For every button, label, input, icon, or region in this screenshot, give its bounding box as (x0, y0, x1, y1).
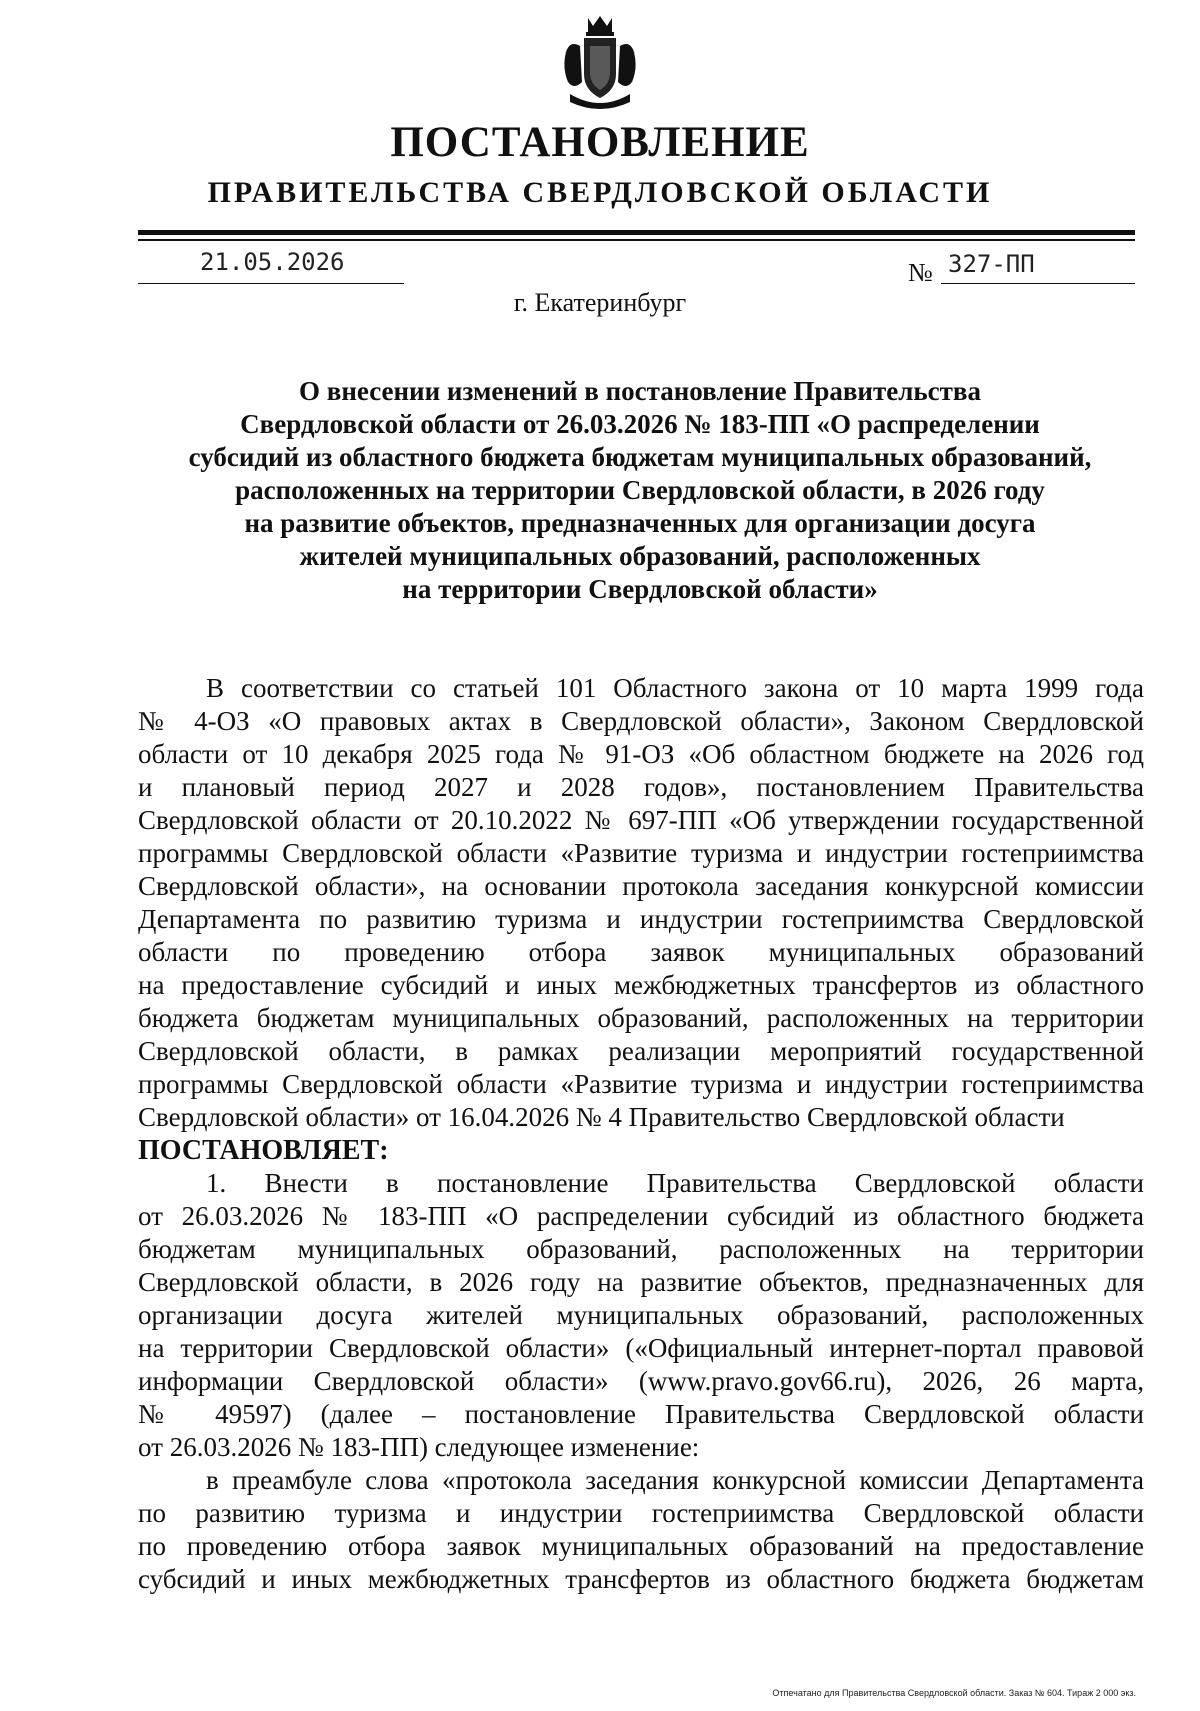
title-line: на территории Свердловской области» (402, 574, 878, 604)
body-line: на территории Свердловской области» («Официальный интернет-портал правовой (138, 1333, 1144, 1363)
body-line: по проведению отбора заявок муниципальных образований на предоставление (138, 1531, 1144, 1561)
body-line: Свердловской области, в рамках реализации мероприятий государственной (138, 1036, 1144, 1066)
body-line: № 49597) (далее – постановление Правительства Свердловской области (138, 1399, 1144, 1429)
body-line: от 26.03.2026 № 183-ПП) следующее изменение: (138, 1432, 700, 1462)
document-title (140, 375, 1140, 606)
header-divider-thin (138, 239, 1135, 241)
title-line: Свердловской области от 26.03.2026 № 183-ПП «О распределении (240, 409, 1040, 439)
title-line: субсидий из областного бюджета бюджетам муниципальных образований, (188, 442, 1092, 472)
body-line: от 26.03.2026 № 183-ПП «О распределении субсидий из областного бюджета (138, 1201, 1144, 1231)
body-line: Свердловской области», на основании протокола заседания конкурсной комиссии (138, 871, 1144, 901)
resolves-heading: ПОСТАНОВЛЯЕТ: (138, 1135, 389, 1166)
body-line: № 4-ОЗ «О правовых актах в Свердловской области», Законом Свердловской (138, 706, 1144, 736)
body-line: Свердловской области от 20.10.2022 № 697-ПП «Об утверждении государственной (138, 805, 1144, 835)
body-line: программы Свердловской области «Развитие туризма и индустрии гостеприимства (138, 838, 1144, 868)
body-line: области от 10 декабря 2025 года № 91-ОЗ «Об областном бюджете на 2026 год (138, 739, 1144, 769)
document-number: 327-ПП (948, 250, 1035, 278)
document-type-heading: ПОСТАНОВЛЕНИЕ (390, 119, 810, 166)
body-line: на предоставление субсидий и иных межбюджетных трансфертов из областного (138, 970, 1144, 1000)
body-line: бюджета бюджетам муниципальных образований, расположенных на территории (138, 1003, 1144, 1033)
body-line: по развитию туризма и индустрии гостеприимства Свердловской области (138, 1498, 1144, 1528)
document-body (138, 672, 1144, 1596)
city-label: г. Екатеринбург (513, 288, 687, 317)
body-line: и плановый период 2027 и 2028 годов», постановлением Правительства (138, 772, 1144, 802)
document-date: 21.05.2026 (200, 248, 345, 276)
header-divider-thick (138, 230, 1135, 235)
body-line: В соответствии со статьей 101 Областного закона от 10 марта 1999 года (206, 673, 1144, 703)
title-line: на развитие объектов, предназначенных для организации досуга (244, 508, 1036, 538)
print-note: Отпечатано для Правительства Свердловской области. Заказ № 604. Тираж 2 000 экз. (772, 1688, 1136, 1698)
body-line: 1. Внести в постановление Правительства Свердловской области (206, 1168, 1144, 1198)
body-line: области по проведению отбора заявок муниципальных образований (138, 937, 1144, 967)
number-sign: № (908, 258, 933, 287)
coat-of-arms-emblem (560, 12, 640, 112)
date-underline (138, 283, 404, 284)
body-line: бюджетам муниципальных образований, расположенных на территории (138, 1234, 1144, 1264)
title-line: О внесении изменений в постановление Правительства (299, 376, 981, 406)
body-line: программы Свердловской области «Развитие туризма и индустрии гостеприимства (138, 1069, 1144, 1099)
body-line: Департамента по развитию туризма и индустрии гостеприимства Свердловской (138, 904, 1144, 934)
issuer-heading: ПРАВИТЕЛЬСТВА СВЕРДЛОВСКОЙ ОБЛАСТИ (207, 176, 993, 209)
body-line: организации досуга жителей муниципальных образований, расположенных (138, 1300, 1144, 1330)
body-line: Свердловской области, в 2026 году на развитие объектов, предназначенных для (138, 1267, 1144, 1297)
title-line: расположенных на территории Свердловской области, в 2026 году (235, 475, 1045, 505)
title-line: жителей муниципальных образований, расположенных (299, 541, 981, 571)
body-line: информации Свердловской области» (www.pravo.gov66.ru), 2026, 26 марта, (138, 1366, 1144, 1396)
number-underline (941, 283, 1135, 284)
body-line: субсидий и иных межбюджетных трансфертов из областного бюджета бюджетам (138, 1564, 1144, 1594)
body-line: в преамбуле слова «протокола заседания конкурсной комиссии Департамента (206, 1465, 1144, 1495)
body-line: Свердловской области» от 16.04.2026 № 4 Правительство Свердловской области (138, 1102, 1065, 1132)
